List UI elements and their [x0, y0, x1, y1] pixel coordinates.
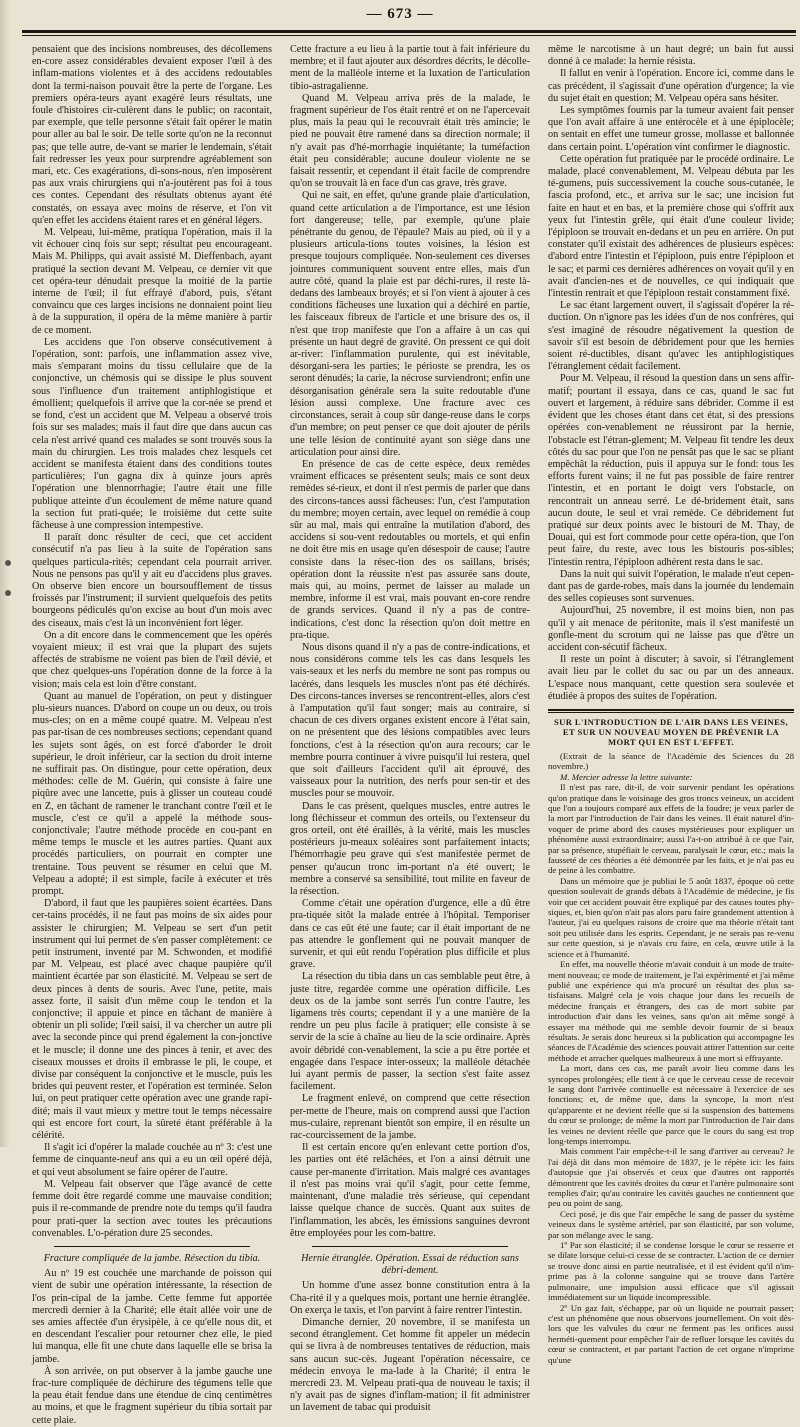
paragraph: même le narcotisme à un haut degré; un bain fut aussi donné à ce malade: la hernie résista.	[548, 44, 794, 68]
article-rule-thin	[548, 712, 794, 713]
paragraph: Il s'agit ici d'opérer la malade couchée au nº 3: c'est une femme de cinquante-neuf ans qui a eu un œil opéré déjà, et qui veut absolument se faire opérer de l'autre.	[32, 1142, 272, 1178]
header-rule-thick	[22, 30, 796, 33]
paragraph: M. Velpeau fait observer que l'âge avancé de cette femme doit être regardé comme une mauvaise condition; puis il re-commande de prendre note du temps qu'il faudra pour prati-quer la section avec toutes les précautions convenables. L'o-pération dure 25 secondes.	[32, 1178, 272, 1239]
article-rule-thick	[548, 709, 794, 711]
paragraph: Dans la nuit qui suivit l'opération, le malade n'eut cepen-dant pas de garde-robes, mais dans la journée du lendemain des selles copieuses sont survenues.	[548, 568, 794, 605]
binding-hole	[5, 590, 11, 596]
paragraph: D'abord, il faut que les paupières soient écartées. Dans cer-tains procédés, il ne faut pas moins de six aides pour assister le chirurgien; M. Velpeau se sert d'un petit instrument qui lui permet de s'en passer complètement: ce petit instrument, inventé par M. Schwonden, et modifié par M. Velpeau, est placé avec chaque paupière qu'il maintient écartée par son élasticité. M. Velpeau se sert de deux pinces à dents de souris. Avec l'une, petite, mais assez forte, il saisit d'un même coup le tendon et la conjonctive; il appuie et pince en tâchant de manière à obtenir un pli solide; l'œil saisi, il va chercher un autre pli avec la seconde pince qui prend également la con-jonctive et le muscle; il donne une des pinces à tenir, et avec des ciseaux mousses et droits il embrasse le pli, le coupe, et divise par conséquent la conjonctive et le muscle, puis les brides qui peuvent rester, et l'opération est terminée. Selon lui, on peut pratiquer cette opération avec une grande rapi-dité; mais il vaut mieux y mettre tout le temps nécessaire qui est encore fort court, la sûreté étant préférable à la célérité.	[32, 898, 272, 1142]
paragraph: Qui ne sait, en effet, qu'une grande plaie d'articulation, quand cette articulation a de l'importance, est une lésion fort dangereuse; telle, par exemple, qu'une plaie pénétrante du genou, de l'épaule? Mais au pied, où il y a plusieurs articula-tions toutes voisines, la lésion est presque toujours compliquée. Non-seulement ces diverses jointures communiquent souvent entre elles, mais d'un autre côté, quand la plaie est par déchi-rures, il reste là-dedans des lambeaux broyés; et si l'on vient à ajouter à ces conditions fâcheuses une luxation qui a déchiré en partie, les faisceaux fibreux de l'article et une brisure des os, il n'est que trop manifeste que l'on a affaire à un cas qui présente un haut degré de gravité. On pressent ce qui doit ar-river: l'inflammation purulente, qui est inévitable, désorgani-sera les parties; le périoste se prendra, les os seront dénudés; la carie, la nécrose surviendront; enfin une désorganisation générale sera la suite redoutable d'une lésion aussi complexe. Une fracture avec ces circonstances, serait à coup sûr dange-reuse dans le corps d'un membre; on peut penser ce que doit ajouter de périls une telle lésion de continuité ayant son siège dans une articulation pour ainsi dire.	[290, 190, 530, 458]
paragraph: Quand M. Velpeau arriva près de la malade, le fragment supérieur de l'os était rentré et on ne l'apercevait plus, mais la peau qui le recouvrait était très amincie; le pied ne pouvait être ramené dans sa direction normale; il n'y avait pas d'hé-morrhagie inquiétante; la tuméfaction était peu considérable; aucune douleur violente ne se faisait ressentir, et cependant il était facile de comprendre qu'on se trouvait là en face d'un cas grave, très grave.	[290, 92, 530, 190]
paragraph: À son arrivée, on put observer à la jambe gauche une frac-ture compliquée de déchirure des tégumens telle que la peau était fendue dans une étendue de cinq centimètres au moins, et que le fragment supérieur du tibia sortait par cette plaie.	[32, 1365, 272, 1426]
header-rule-thin	[22, 35, 796, 36]
paragraph: 2º Un gaz fait, s'échappe, par où un liquide ne pourrait passer; c'est un phénomène que nous observons journellement. On voit dès-lors que les valvules du cœur ne ferment pas les orifices aussi herméti-quement pour empêcher l'air de refluer lorsque les cavités du cœur se contractent, et par partant l'action de cet organe n'imprime qu'une	[548, 1302, 794, 1365]
page-binding-edge	[0, 0, 10, 1147]
paragraph: La mort, dans ces cas, me paraît avoir lieu comme dans les syncopes prolongées; elle tient à ce que le cerveau cesse de recevoir le sang dont l'arrivée continuelle est nécessaire à l'exercice de ses fonctions; et, de même que, dans la syncope, la mort n'est qu'apparente et ne devient réelle que si la suspension des battemens du cœur se prolonge; de même la mort par l'introduction de l'air dans les veines ne devient réelle que parce que le cours du sang est trop long-temps interrompu.	[548, 1063, 794, 1146]
paragraph: Dans le cas présent, quelques muscles, entre autres le long fléchisseur et commun des orteils, ou l'extenseur du gros orteil, ont été éraillés, à la vérité, mais les muscles postérieurs ju-meaux soléaires sont parfaitement intacts; l'hémorrhagie peu grave qui s'est manifestée permet de penser qu'aucun tronc im-portant n'a été ouvert; le membre a conservé sa sensibilité, tout milite en faveur de la résection.	[290, 800, 530, 898]
paragraph: Nous disons quand il n'y a pas de contre-indications, et nous considérons comme tels les cas dans lesquels les vais-seaux et les nerfs du membre ne sont pas rompus ou lacérés, dans lesquels les muscles n'ont pas été déchirés. Des circons-tances inverses se rencontrent-elles, alors c'est à l'amputation qu'il faut songer; mais au contraire, si chacun de ces divers organes existent encore à l'état sain, on ne présentent que des lésions compatibles avec leurs fonctions, c'est à la résection qu'on aura recours; car le membre pourra continuer à vivre puisqu'il lui restera, quel que soit d'ailleurs l'accident qu'il ait éprouvé, des vaisseaux pour la nutrition, des nerfs pour sen-tir et des muscles pour se mouvoir.	[290, 641, 530, 800]
paragraph: Aujourd'hui, 25 novembre, il est moins bien, non pas qu'il y ait menace de péritonite, mais il s'est manifesté un gonfle-ment du scrotum qui ne laisse pas que d'être un accident con-sécutif fâcheux.	[548, 605, 794, 653]
paragraph: Les accidens que l'on observe consécutivement à l'opération, sont: parfois, une inflammation assez vive, mais s'emparant moins du tissu cellulaire que de la conjonctive, un chémosis qui se dissipe le plus souvent sous l'influence d'un traitement antiphlogistique et émollient; quelquefois il arrive que la cor-née se prend et se fond, c'est un accident que M. Velpeau a observé trois fois sur ses malades; mais il faut dire que dans aucun cas cela n'est arrivé quand ces malades se sont trouvés sous la main du chirurgien. Les trois malades chez lesquels cet accident se manifesta étaient dans des conditions toutes particulières; l'un gagna dix à quinze jours après l'opération une blennorrhagie; l'autre était une fille publique atteinte d'un écoulement de même nature quand la section fut prati-quée; le troisième dut cette suite fâcheuse à une compression intempestive.	[32, 336, 272, 531]
paragraph: On a dit encore dans le commencement que les opérés voyaient mieux; il est vrai que la plupart des sujets affectés de strabisme ne voient pas bien de l'œil dévié, et que chez quelques-uns l'opération donne de la force à la vision; mais cela est loin d'être constant.	[32, 629, 272, 690]
letter-intro: M. Mercier adresse la lettre suivante:	[560, 771, 693, 782]
paragraph: Comme c'était une opération d'urgence, elle a dû être pra-tiquée sitôt la malade entrée à l'hôpital. Temporiser dans ce cas eût été une faute; car il était important de ne pas attendre le gonflement qui ne pouvait manquer de survenir, et qui eût rendu l'opération plus difficile et plus grave.	[290, 898, 530, 971]
paragraph: Dimanche dernier, 20 novembre, il se manifesta un second étranglement. Cet homme fit appeler un médecin qui se livra à de nombreuses tentatives de réduction, mais sans aucun suc-cès. Jugeant l'opération nécessaire, ce médecin envoya le ma-lade à la Charité; il entra le mercredi 23. M. Velpeau prati-qua de nouveau le taxis; il n'y avait pas de signes d'inflam-mation; il fit administrer un lavement de tabac qui produisit	[290, 1316, 530, 1414]
paragraph: M. Velpeau, lui-même, pratiqua l'opération, mais il la vit échouer cinq fois sur sept; résultat peu encourageant. Mais M. Philipps, qui avait assisté M. Dieffenbach, ayant pratiqué la section devant M. Velpeau, ce dernier vit que cet opéra-teur dénudait presque la moitié de la partie interne de l'œil; il fut effrayé d'abord, puis, s'étant convaincu que ces larges incisions ne donnaient point lieu à de la suppuration, il opéra de la même manière à partir de ce moment.	[32, 227, 272, 336]
paragraph: En effet, ma nouvelle théorie m'avait conduit à un mode de traite-ment nouveau; ce mode de traitement, je l'ai expérimenté et j'ai même publié une expérience qui m'a procuré un résultat des plus sa-tisfaisans. Malgré cela je vois chaque jour dans les recueils de médecine français et étrangers, des cas de mort subite par introduction d'air dans les veines, sans qu'on ait même songé à essayer ma méthode qui me semble devoir fournir de si beaux résultats. Je serais donc heureux si la publication qui accompagne les séances de l'Académie des sciences pouvait attirer l'attention sur cette méthode et arracher quelques malheureux à une mort si effrayante.	[548, 959, 794, 1063]
paragraph: La résection du tibia dans un cas semblable peut être, à juste titre, regardée comme une opération difficile. Les deux os de la jambe sont serrés l'un contre l'autre, les ligamens très courts; cependant il y a une manière de la rendre un peu plus facile à pratiquer; elle consiste à se servir de la scie à chaîne au lieu de la scie ordinaire. Après avoir débridé con-venablement, la scie a pu être portée et engagée dans l'espace inter-osseux; la malléole détachée lui ayant permis de passer, la section s'est faite assez facilement.	[290, 971, 530, 1093]
paragraph: Le fragment enlevé, on comprend que cette résection per-mette de l'heure, mais on comprend aussi que l'action mus-culaire, reprenant bientôt son empire, il en résulte un rac-courcissement de la jambe.	[290, 1093, 530, 1142]
paragraph: Quant au manuel de l'opération, on peut y distinguer plu-sieurs nuances. D'abord on coupe un ou deux, ou trois mus-cles; on en a même coupé quatre. M. Velpeau n'est pas par-tisan de ces nombreuses sections; cependant quand les sujets sont âgés, on est forcé d'aborder le droit supérieur, le droit inférieur, car la section du droit interne ne suffirait pas. On distingue, pour cette opération, deux méthodes: celle de M. Guérin, qui consiste à faire une piqûre avec une lancette, puis à glisser un couteau coudé en Z, en tâchant de ramener le tranchant contre l'œil et le muscle, c'est ce qu'il a appelé la méthode sous-conjonctivale; l'autre méthode procède en cou-pant en même temps le muscle et les autres parties. Quant aux procédés particuliers, on pourrait en compter une trentaine. Tous peuvent se résumer en celui que M. Velpeau a adopté; il est simple, facile à exécuter et très prompt.	[32, 690, 272, 898]
paragraph: Un homme d'une assez bonne constitution entra à la Cha-rité il y a quelques mois, portant une hernie étranglée. On exerça le taxis, et l'on parvint à faire rentrer l'intestin.	[290, 1280, 530, 1316]
paragraph: Le sac étant largement ouvert, il s'agissait d'opérer la ré-duction. On n'ignore pas les idées d'un de nos confrères, qui s'est imaginé de résoudre négativement la question de savoir s'il est besoin de débridement pour que les hernies soient ré-ductibles, disant qu'avec les antiphlogistiques l'étranglement cédait facilement.	[548, 300, 794, 373]
paragraph: Dans un mémoire que je publiai le 5 août 1837, époque où cette question soulevait de grands débats à l'Académie de médecine, je fis voir que cet accident pouvait être expliqué par des causes toutes phy-siques, et, bien qu'on n'ait pas alors paru faire grandement attention à l'auteur, j'ai eu quelques raisons de croire que ma théorie n'était tant soit peu utilisée dans les esprits. Cependant, je ne serais pas re-venu sur cette question, si je n'avais cru faire, en cela, œuvre utile à la science et à l'humanité.	[548, 875, 794, 959]
paragraph: 1º Par son élasticité; il se condense lorsque le cœur se resserre et se dilate lorsque celui-ci cesse de se contracter. L'action de ce dernier se trouve donc ainsi en partie neutralisée, et il est évident qu'il n'im-prime pas à la colonne sanguine qui se trouve dans l'artère pulmonaire, une impulsion aussi efficace que s'il agissait immédiatement sur un liquide incompressible.	[548, 1240, 794, 1303]
paragraph: En présence de cas de cette espèce, deux remèdes vraiment efficaces se présentent seuls; mais ce sont deux remèdes sé-rieux, et dont il n'est permis de parler que dans des circons-tances aussi fâcheuses: l'un, c'est l'amputation du membre; moyen certain, avec lequel on remédie à coup sûr au mal, mais qui entraîne la mutilation d'abord, des accidens si sou-vent redoutables ou mortels, et qui enfin ne doit être mis en usage qu'en désespoir de cause; l'autre consiste dans la résec-tion des os saillans, brisés; opération dont la réussite n'est pas assurée sans doute, mais qui, au moins, permet de laisser au malade un membre, informe il est vrai, mais pouvant en-core rendre de grands services. Quand il n'y a pas de contre-indications, c'est donc la résection qu'on doit mettre en pra-tique.	[290, 458, 530, 641]
column-3	[548, 44, 794, 1365]
paragraph: Les symptômes fournis par la tumeur avaient fait penser que l'on avait affaire à une entérocèle et à une épiplocèle; on sentait en effet une tumeur grosse, mollasse et ballonnée dans certain point. L'opération vint confirmer le diagnostic.	[548, 105, 794, 153]
paragraph: Il reste un point à discuter; à savoir, si l'étranglement avait lieu par le collet du sac ou par un des anneaux. L'espace nous manquant, cette question sera soulevée et étudiée à propos des suites de l'opération.	[548, 654, 794, 702]
paragraph: Il n'est pas rare, dit-il, de voir survenir pendant les opérations qu'on pratique dans le voisinage des gros troncs veineux, un accident que l'on a toujours comparé aux effets de la foudre; je veux parler de la mort par l'introduction de l'air dans les veines. Il était naturel d'in-voquer de prime abord des causes mystérieuses pour expliquer un phénomène aussi extraordinaire; aussi l'a-t-on attribué à ce que l'air, par sa présence, stupéfiait le cerveau, paralysait le cœur, etc.; mais la fausseté de ces théories a été démontrée par les faits, et je n'ai pas eu de peine à les combattre.	[548, 782, 794, 876]
paragraph: Il fallut en venir à l'opération. Encore ici, comme dans le cas précédent, il s'agissait d'une opération d'urgence; la vie du sujet était en question; M. Velpeau opéra sans hésiter.	[548, 68, 794, 104]
binding-hole	[5, 560, 11, 566]
column-2	[290, 44, 530, 1414]
section-heading: Fracture compliquée de la jambe. Résection du tibia.	[43, 1252, 261, 1264]
page-number: — 673 —	[366, 6, 434, 22]
paragraph: pensaient que des incisions nombreuses, des décollemens en-core assez considérables devaient exposer l'œil à des inflam-mations violentes et à des accidens redoutables dont la termi-naison pouvait être la perte de l'organe. Les premiers opéra-teurs ayant exagéré leurs résultats, une foule d'histoires cir-culèrent dans le public; on racontait, par exemple, que telle personne s'était fait opérer le matin pour aller au bal le soir. De telle sorte qu'on ne la reconnut pas; que telle autre, de-vant se marier le lendemain, s'était fait redresser les yeux pour surprendre agréablement son mari, etc. Ces exagérations, di-sons-nous, n'en imposèrent pas aux vrais chirurgiens qui n'a-joutèrent pas foi à tous ces contes. Cependant des résultats obtenus ayant été constatés, on essaya avec moins de réserve, et l'on vit qu'en effet les accidens étaient rares et en général légers.	[32, 44, 272, 226]
paragraph: Pour M. Velpeau, il résoud la question dans un sens affir-matif; pourtant il essaya, dans ce cas, quand le sac fut ouvert et largement, à réduire sans débrider. Comme il est évident que les choses étant dans cet état, si des pressions opérées con-venablement ne réussiront par la hernie, l'obstacle est l'étran-glement; M. Velpeau fit tendre les deux côtés du sac pour que l'on ne pensât pas que le sac se pliant empêchât la réduction, puis il appuya sur le fond: tous les efforts furent vains; il ne fut pas possible de faire rentrer l'intestin, et en portant le doigt vers l'obstacle, on rencontrait un anneau serré. Le dé-bridement était, sans aucun doute, le seul et vrai remède. Ce débridement fut pratiqué sur deux points avec le bistouri de M. Thay, de Douai, qui est fort commode pour cette opéra-tion, que l'on peut faire, du reste, avec tous les bistouris pos-sibles; l'intestin rentra, l'épiploon adhérent resta dans le sac.	[548, 373, 794, 568]
column-1	[32, 44, 272, 1426]
paragraph: Il est certain encore qu'en enlevant cette portion d'os, les parties ont été relâchées, et l'on a ainsi détruit une cause per-manente d'irritation. Mais malgré ces avantages il n'est pas moins vrai qu'il s'agit, pour cette femme, maintenant, d'une maladie très sérieuse, qui cependant laisse quelque chance de succès. Quant aux suites de l'inflammation, les abcès, les émissions sanguines devront être employées pour les com-battre.	[290, 1142, 530, 1239]
paragraph: Mais comment l'air empêche-t-il le sang d'arriver au cerveau? Je l'ai déjà dit dans mon mémoire de 1837, je le répète ici: les faits d'autopsie que j'ai observés et ceux que d'autres ont rapportés démontrent que les cavités droites du cœur et l'artère pulmonaire sont remplies d'air; qu'au contraire les cavités gauches ne contiennent que peu ou point de sang.	[548, 1146, 794, 1209]
paragraph: Cette fracture a eu lieu à la partie tout à fait inférieure du membre; et il faut ajouter aux désordres décrits, le décolle-ment de la malléole interne et la luxation de l'articulation tibio-astragalienne.	[290, 44, 530, 92]
paragraph: Ceci posé, je dis que l'air empêche le sang de passer du système veineux dans le système artériel, par son élasticité, par son volume, par son mélange avec le sang.	[548, 1208, 794, 1240]
paragraph: Cette opération fut pratiquée par le procédé ordinaire. Le malade, placé convenablement, M. Velpeau débuta par les té-gumens, puis successivement la couche sous-cutanée, le fascia profond, etc., et arriva sur le sac; une incision fut faite en haut et en bas, et la première chose qui s'offrit aux yeux fut l'intestin grêle, qui était d'une couleur livide; l'épiploon se trouvait en-dedans et un peu en arrière. On put constater qu'il existait des adhérences de plusieurs espèces: d'abord entre l'intestin et l'épiploon, puis entre l'épiploon et le sac; et parmi ces dernières adhérences on voyait qu'il y en avait d'ancien-nes et de nouvelles, ce qui indiquait que l'intestin rentrait et que l'épiploon restait constamment fixé.	[548, 153, 794, 300]
section-divider	[312, 1246, 508, 1247]
article-subtitle: (Extrait de la séance de l'Académie des Sciences du 28 novembre.)	[548, 750, 794, 772]
paragraph: Il paraît donc résulter de ceci, que cet accident consécutif n'a pas lieu à la suite de l'opération sans quelques particula-rités; cependant cela pourrait arriver. Nous ne pensons pas qu'il y ait eu d'accidens plus graves. On observe bien encore un boursoufflement de tissus froissés par l'instrument; il survient quelquefois des petits bourgeons pédiculés qu'on excise au bout d'un mois avec des ciseaux, mais c'est là un inconvénient fort léger.	[32, 532, 272, 629]
article-title: SUR L'INTRODUCTION DE L'AIR DANS LES VEINES, ET SUR UN NOUVEAU MOYEN DE PRÉVENIR LA MORT QUI EN EST L'EFFET.	[553, 716, 788, 747]
paragraph: Au nº 19 est couchée une marchande de poisson qui vient de subir une opération intéressante, la résection de l'os prin-cipal de la jambe. Cette femme fut apportée mercredi dernier à la Charité; elle était allée voir une de ses amies affectée d'un érysipèle, à ce qu'elle nous dit, et en descendant l'escalier pour retourner chez elle, le pied lui manqua, elle fit une chute dans laquelle elle se brisa la jambe.	[32, 1268, 272, 1365]
section-divider	[54, 1246, 250, 1247]
section-heading: Hernie étranglée. Opération. Essai de réduction sans débri-dement.	[301, 1252, 519, 1277]
